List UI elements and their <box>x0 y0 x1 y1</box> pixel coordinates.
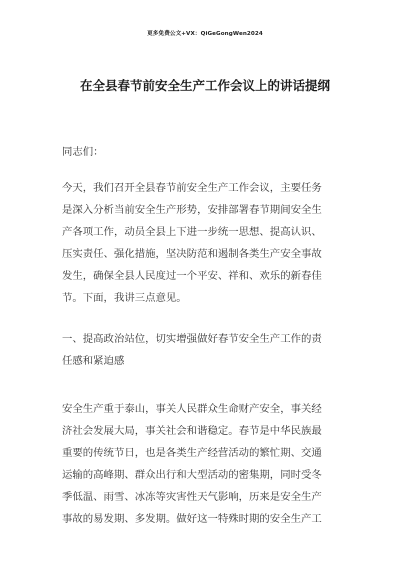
paragraph-line: 压实责任、强化措施，坚决防范和遏制各类生产安全事故 <box>62 248 322 260</box>
document-title: 在全县春节前安全生产工作会议上的讲话提纲 <box>79 78 330 93</box>
paragraph-line: 节。下面，我讲三点意见。 <box>62 292 187 304</box>
paragraph-line: 今天，我们召开全县春节前安全生产工作会议，主要任务 <box>62 182 322 194</box>
header-note: 更多免费公文+VX：QiGeGongWen2024 <box>147 31 263 37</box>
heading-line: 一、提高政治站位，切实增强做好春节安全生产工作的责 <box>62 333 322 345</box>
paragraph-line: 重要的传统节日，也是各类生产经营活动的繁忙期、交通 <box>62 447 322 459</box>
section-heading-1 <box>62 328 362 372</box>
paragraph-line: 是深入分析当前安全生产形势，安排部署春节期间安全生 <box>62 204 322 216</box>
paragraph-line: 事故的易发期、多发期。做好这一特殊时期的安全生产工 <box>62 513 322 525</box>
intro-paragraph <box>62 177 362 309</box>
heading-line: 任感和紧迫感 <box>62 355 125 367</box>
paragraph-line: 安全生产重于泰山，事关人民群众生命财产安全，事关经 <box>62 403 322 415</box>
salutation <box>62 141 362 163</box>
salutation-text: 同志们： <box>62 146 104 158</box>
paragraph-line: 产各项工作，动员全县上下进一步统一思想、提高认识、 <box>62 226 322 238</box>
paragraph-line: 发生，确保全县人民度过一个平安、祥和、欢乐的新春佳 <box>62 270 322 282</box>
paragraph-line: 济社会发展大局，事关社会和谐稳定。春节是中华民族最 <box>62 425 322 437</box>
paragraph-line: 运输的高峰期、群众出行和大型活动的密集期，同时受冬 <box>62 469 322 481</box>
paragraph-line: 季低温、雨雪、冰冻等灾害性天气影响，历来是安全生产 <box>62 491 322 503</box>
section-1-paragraph <box>62 398 362 530</box>
